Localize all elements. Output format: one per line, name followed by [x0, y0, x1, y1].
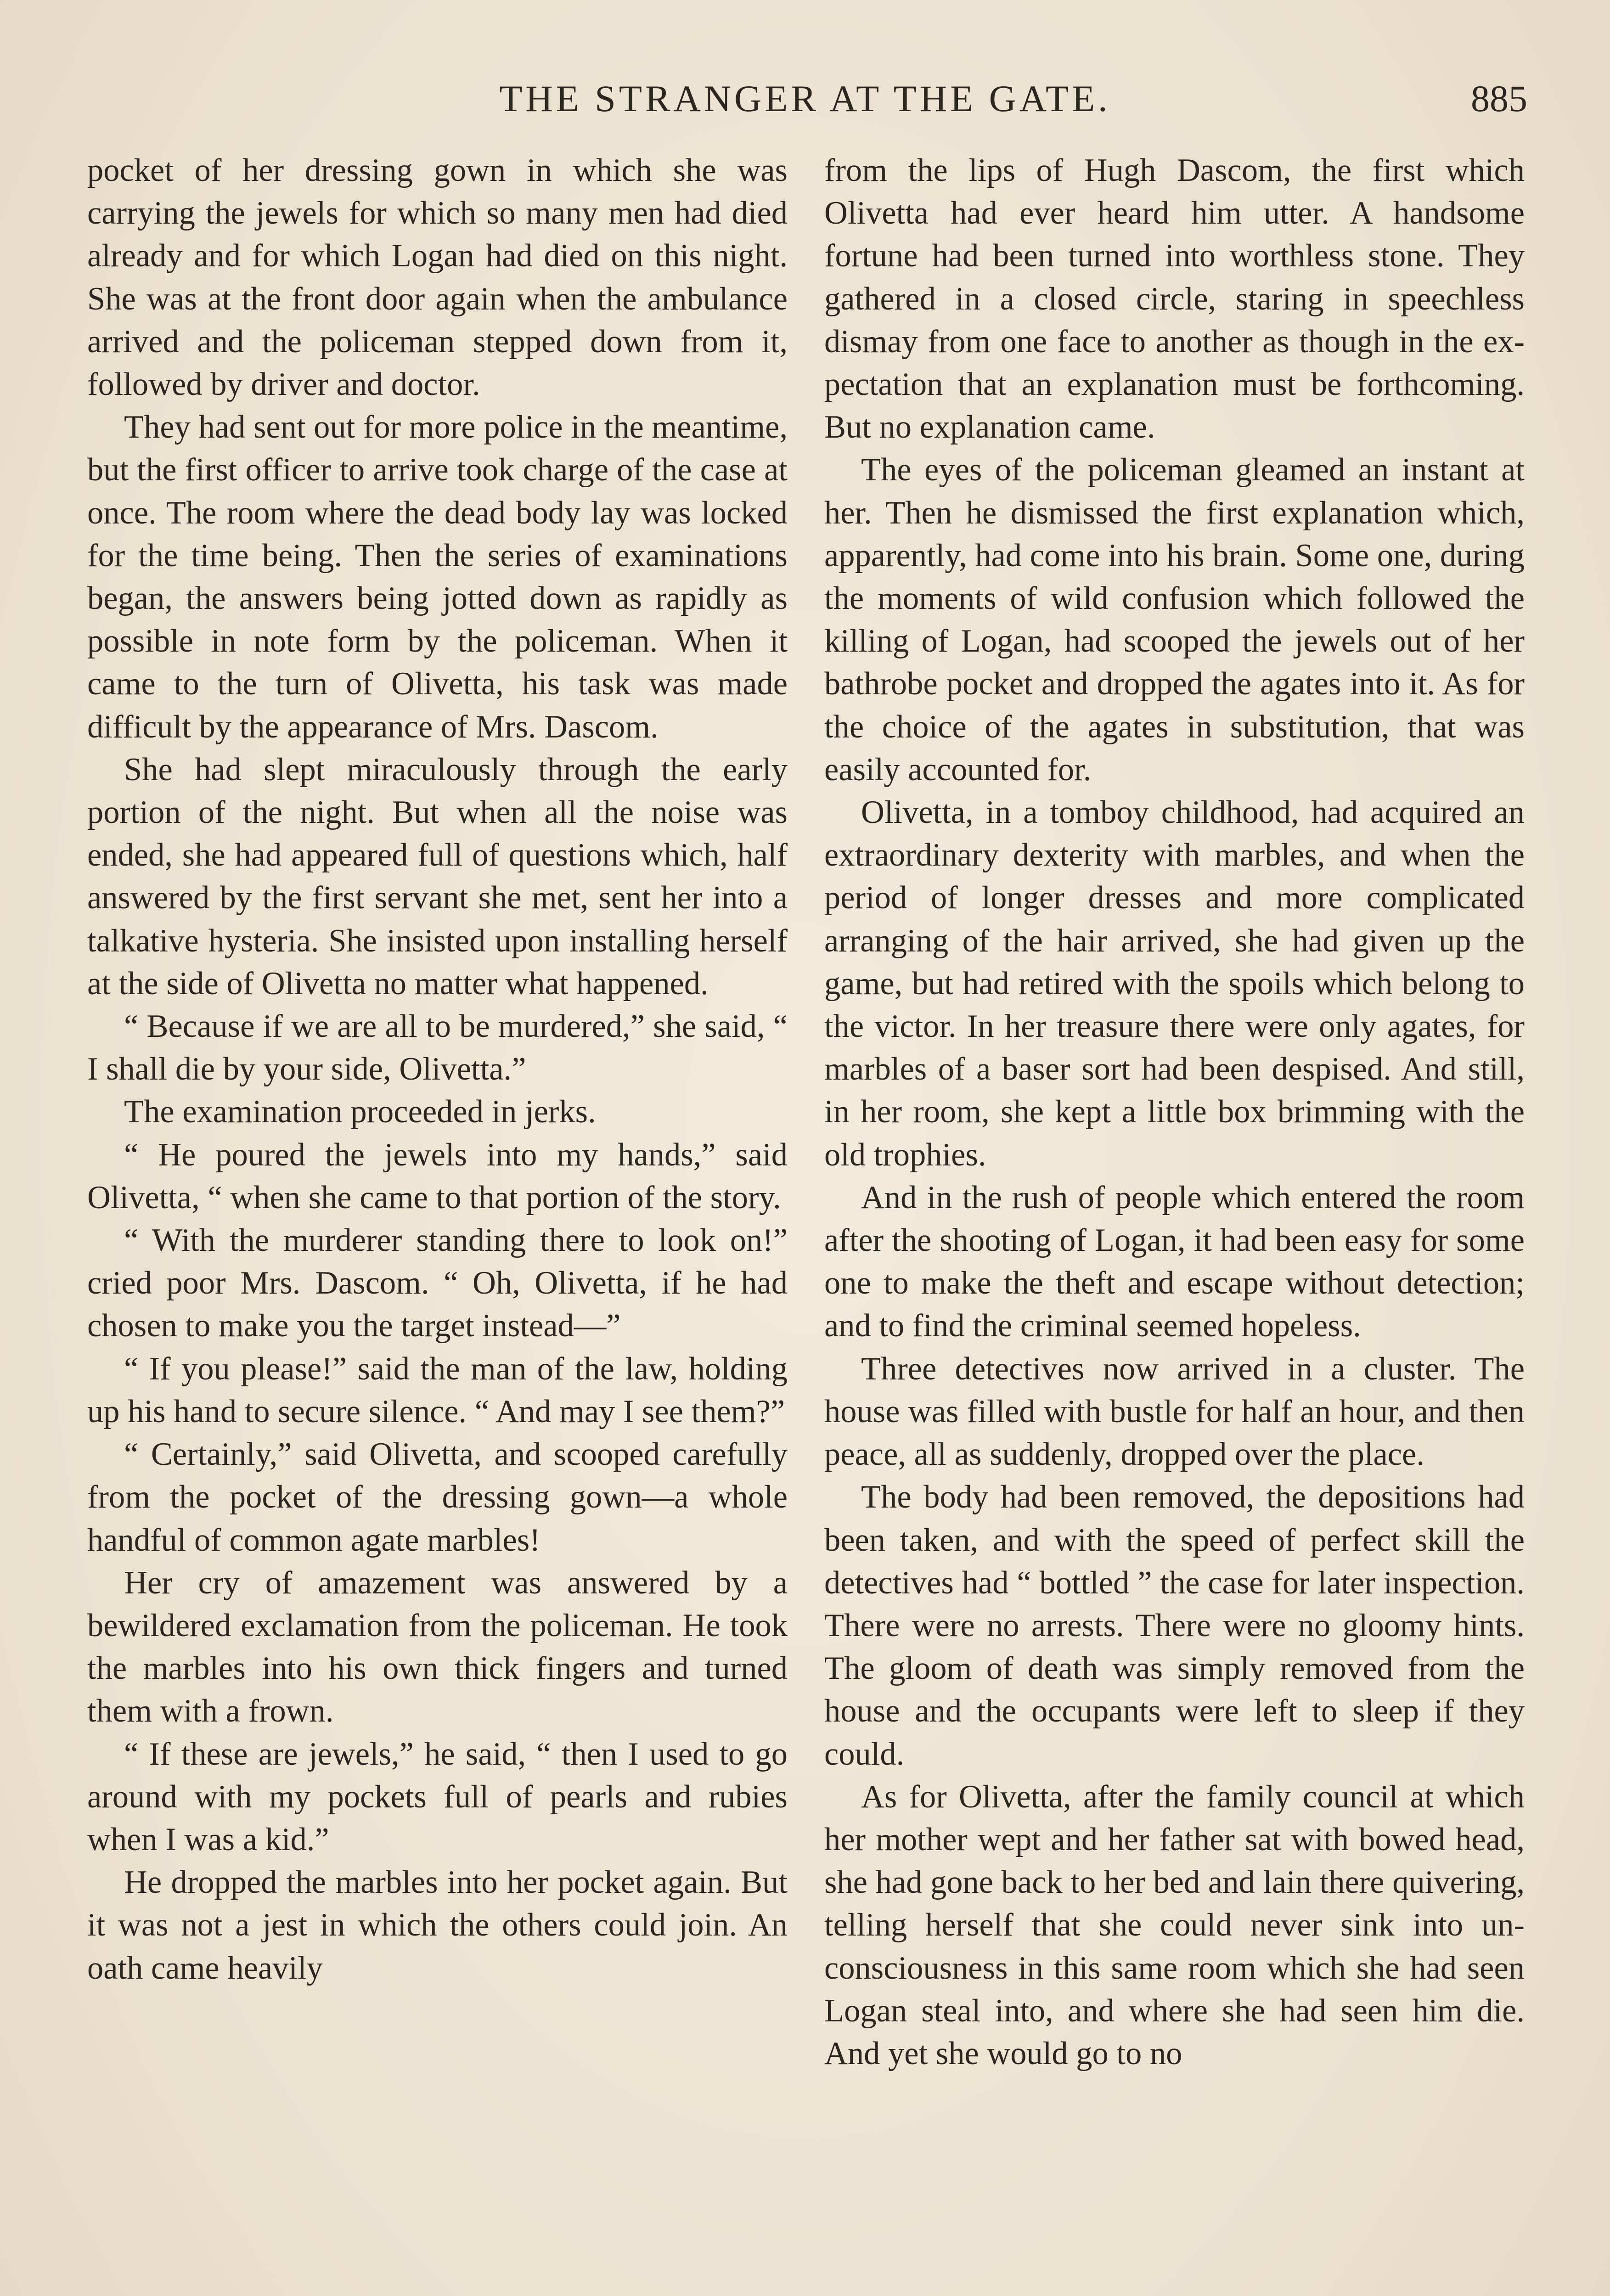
- left-column: [87, 149, 788, 1990]
- paragraph: “ Because if we are all to be murdered,” she said, “ I shall die by your side, Olivetta.”: [87, 1008, 788, 1087]
- paragraph: The body had been removed, the depositions had been taken, and with the speed of perfect skill the detectives had “ bottled ” the case for later inspection. There were no arrests. There were no gloomy hints. The gloom of death was simply removed from the house and the occupants were left to sleep if they could.: [824, 1479, 1525, 1772]
- page-header: [83, 69, 1527, 129]
- paragraph: pocket of her dressing gown in which she was carrying the jewels for which so many men had died already and for which Logan had died on this night. She was at the front door again when the ambulance arrived and the policeman stepped down from it, followed by driver and doctor.: [87, 152, 788, 403]
- paragraph: She had slept miraculously through the early portion of the night. But when all the noise was ended, she had appeared full of questions which, half answered by the first servant she met, sent her into a talkative hysteria. She insisted upon installing herself at the side of Olivetta no matter what happened.: [87, 751, 788, 1002]
- right-column: [824, 149, 1525, 2075]
- paragraph: Olivetta, in a tomboy childhood, had acquired an extraordinary dexterity with marbles, and when the period of longer dresses and more complicated arranging of the hair arrived, she had given up the game, but had retired with the spoils which belong to the victor. In her treasure there were only agates, for marbles of a baser sort had been despised. And still, in her room, she kept a little box brimming with the old trophies.: [824, 794, 1525, 1173]
- paragraph: “ With the murderer standing there to look on!” cried poor Mrs. Dascom. “ Oh, Olivetta, if he had chosen to make you the target instead—”: [87, 1222, 788, 1344]
- paragraph: They had sent out for more police in the meantime, but the first officer to arrive took charge of the case at once. The room where the dead body lay was locked for the time being. Then the series of examinations began, the answers being jotted down as rapidly as possible in note form by the policeman. When it came to the turn of Olivetta, his task was made difficult by the appearance of Mrs. Dascom.: [87, 409, 788, 745]
- paragraph: Her cry of amazement was answered by a bewildered exclamation from the policeman. He took the marbles into his own thick fingers and turned them with a frown.: [87, 1564, 788, 1729]
- paragraph: He dropped the marbles into her pocket again. But it was not a jest in which the others could join. An oath came heavily: [87, 1864, 788, 1986]
- paragraph: from the lips of Hugh Dascom, the first which Olivetta had ever heard him utter. A handsome fortune had been turned into worthless stone. They gathered in a closed circle, staring in speechless dismay from one face to another as though in the expectation that an explanation must be forthcoming. But no explanation came.: [824, 152, 1525, 445]
- paragraph: The eyes of the policeman gleamed an instant at her. Then he dismissed the first explanation which, apparently, had come into his brain. Some one, during the moments of wild confusion which followed the killing of Logan, had scooped the jewels out of her bathrobe pocket and dropped the agates into it. As for the choice of the agates in substitution, that was easily accounted for.: [824, 452, 1525, 788]
- paragraph: “ If you please!” said the man of the law, holding up his hand to secure silence. “ And may I see them?”: [87, 1351, 788, 1429]
- page-number: 885: [1471, 78, 1527, 119]
- paragraph: And in the rush of people which entered the room after the shooting of Logan, it had been easy for some one to make the theft and escape without detection; and to find the criminal seemed hopeless.: [824, 1179, 1525, 1344]
- running-title: THE STRANGER AT THE GATE.: [499, 78, 1111, 119]
- paragraph: The examination proceeded in jerks.: [124, 1094, 596, 1130]
- paragraph: Three detectives now arrived in a cluster. The house was filled with bustle for half an hour, and then peace, all as suddenly, dropped over the place.: [824, 1351, 1525, 1473]
- paragraph: “ Certainly,” said Olivetta, and scooped carefully from the pocket of the dressing gown—a whole handful of common agate marbles!: [87, 1436, 788, 1558]
- paragraph: “ If these are jewels,” he said, “ then I used to go around with my pockets full of pearls and rubies when I was a kid.”: [87, 1736, 788, 1857]
- paragraph: “ He poured the jewels into my hands,” said Olivetta, “ when she came to that portion of the story.: [87, 1137, 788, 1216]
- paragraph: As for Olivetta, after the family council at which her mother wept and her father sat with bowed head, she had gone back to her bed and lain there quivering, telling herself that she could never sink into unconsciousness in this same room which she had seen Logan steal into, and where she had seen him die. And yet she would go to no: [824, 1778, 1525, 2071]
